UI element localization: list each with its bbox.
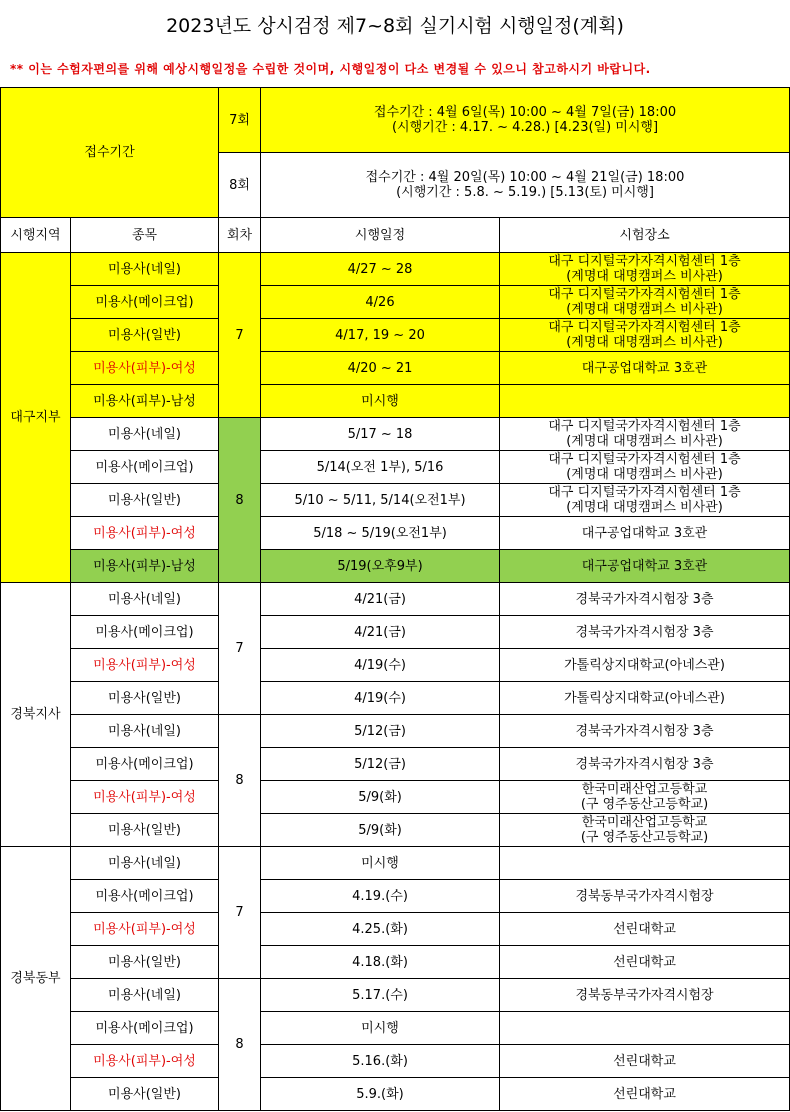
- item-name: 미용사(메이크업): [71, 616, 219, 649]
- schedule-date: 5.9.(화): [261, 1078, 500, 1111]
- venue-line1: 가톨릭상지대학교(아네스관): [564, 657, 725, 673]
- venue-line2: (구 영주동산고등학교): [580, 830, 709, 845]
- header-round: 회차: [219, 218, 261, 253]
- venue-line1: 가톨릭상지대학교(아네스관): [564, 690, 725, 706]
- venue: [500, 1012, 790, 1045]
- round-number: 8: [219, 979, 261, 1111]
- item-name: 미용사(메이크업): [71, 748, 219, 781]
- round-number: 8: [219, 418, 261, 583]
- item-name: 미용사(메이크업): [71, 880, 219, 913]
- schedule-date: 5/12(금): [261, 715, 500, 748]
- venue-line1: 대구공업대학교 3호관: [581, 525, 708, 541]
- table-row: [1, 946, 790, 979]
- region-name: 대구지부: [1, 253, 71, 583]
- table-row: [1, 1078, 790, 1111]
- item-name: 미용사(일반): [71, 682, 219, 715]
- item-name: 미용사(일반): [71, 814, 219, 847]
- round-number: 7: [219, 847, 261, 979]
- item-name: 미용사(네일): [71, 253, 219, 286]
- table-row: [1, 814, 790, 847]
- venue: [500, 451, 790, 484]
- table-row: [1, 517, 790, 550]
- table-row: [1, 715, 790, 748]
- venue: [500, 616, 790, 649]
- venue-line1: 대구공업대학교 3호관: [581, 558, 708, 574]
- item-name: 미용사(네일): [71, 979, 219, 1012]
- venue-line1: 선린대학교: [613, 1053, 676, 1069]
- table-row: [1, 286, 790, 319]
- venue: [500, 979, 790, 1012]
- schedule-date: 4/27 ~ 28: [261, 253, 500, 286]
- table-row: [1, 451, 790, 484]
- schedule-date: 5/14(오전 1부), 5/16: [261, 451, 500, 484]
- schedule-date: 미시행: [261, 847, 500, 880]
- table-row: [1, 550, 790, 583]
- round-number: 7: [219, 253, 261, 418]
- region-name: 경북지사: [1, 583, 71, 847]
- table-row: [1, 880, 790, 913]
- venue: [500, 418, 790, 451]
- item-name: 미용사(네일): [71, 418, 219, 451]
- table-row: [1, 913, 790, 946]
- item-name: 미용사(메이크업): [71, 286, 219, 319]
- item-name: 미용사(피부)-여성: [71, 781, 219, 814]
- item-name: 미용사(피부)-남성: [71, 550, 219, 583]
- venue: [500, 1045, 790, 1078]
- schedule-date: 5/18 ~ 5/19(오전1부): [261, 517, 500, 550]
- venue: [500, 352, 790, 385]
- table-row: [1, 616, 790, 649]
- venue: [500, 517, 790, 550]
- venue-line2: (계명대 대명캠퍼스 비사관): [566, 269, 723, 284]
- item-name: 미용사(피부)-여성: [71, 649, 219, 682]
- venue-line1: 선린대학교: [613, 954, 676, 970]
- venue: [500, 682, 790, 715]
- item-name: 미용사(일반): [71, 319, 219, 352]
- venue-line1: 대구 디지털국가자격시험센터 1층: [548, 254, 741, 269]
- table-row: [1, 682, 790, 715]
- venue-line1: 선린대학교: [613, 1086, 676, 1102]
- venue-line2: (계명대 대명캠퍼스 비사관): [566, 434, 723, 449]
- table-row: [1, 319, 790, 352]
- venue: [500, 715, 790, 748]
- venue-line1: 대구 디지털국가자격시험센터 1층: [548, 419, 741, 434]
- venue: [500, 253, 790, 286]
- header-item: 종목: [71, 218, 219, 253]
- table-row: [1, 583, 790, 616]
- item-name: 미용사(피부)-여성: [71, 517, 219, 550]
- item-name: 미용사(일반): [71, 946, 219, 979]
- reception-period-7-line2: (시행기간 : 4.17. ~ 4.28.) [4.23(일) 미시행]: [391, 120, 659, 135]
- venue-line2: (계명대 대명캠퍼스 비사관): [566, 335, 723, 350]
- schedule-date: 5/12(금): [261, 748, 500, 781]
- venue-line1: 대구 디지털국가자격시험센터 1층: [548, 320, 741, 335]
- venue: [500, 814, 790, 847]
- venue: [500, 649, 790, 682]
- header-region: 시행지역: [1, 218, 71, 253]
- venue-line1: 경북동부국가자격시험장: [575, 987, 714, 1003]
- schedule-date: 5/19(오후9부): [261, 550, 500, 583]
- schedule-date: 5/10 ~ 5/11, 5/14(오전1부): [261, 484, 500, 517]
- schedule-date: 미시행: [261, 1012, 500, 1045]
- item-name: 미용사(메이크업): [71, 1012, 219, 1045]
- schedule-date: 4/20 ~ 21: [261, 352, 500, 385]
- schedule-date: 미시행: [261, 385, 500, 418]
- venue-line1: 경북국가자격시험장 3층: [575, 624, 714, 640]
- item-name: 미용사(메이크업): [71, 451, 219, 484]
- schedule-date: 5/9(화): [261, 814, 500, 847]
- table-row: [1, 1045, 790, 1078]
- notice-text: ** 이는 수험자편의를 위해 예상시행일정을 수립한 것이며, 시행일정이 다소 변경될 수 있으니 참고하시기 바랍니다.: [10, 62, 651, 76]
- schedule-date: 5.16.(화): [261, 1045, 500, 1078]
- page-title: 2023년도 상시검정 제7~8회 실기시험 시행일정(계획): [166, 14, 624, 37]
- item-name: 미용사(네일): [71, 847, 219, 880]
- round-number: 7: [219, 583, 261, 715]
- item-name: 미용사(피부)-여성: [71, 352, 219, 385]
- venue: [500, 1078, 790, 1111]
- reception-period-8: [261, 153, 790, 218]
- venue: [500, 847, 790, 880]
- venue-line2: (계명대 대명캠퍼스 비사관): [566, 467, 723, 482]
- reception-period-7-line1: 접수기간 : 4월 6일(목) 10:00 ~ 4월 7일(금) 18:00: [373, 105, 677, 120]
- venue-line1: 대구 디지털국가자격시험센터 1층: [548, 287, 741, 302]
- venue: [500, 484, 790, 517]
- reception-period-7: [261, 88, 790, 153]
- venue-line2: (구 영주동산고등학교): [580, 797, 709, 812]
- schedule-date: 5.17.(수): [261, 979, 500, 1012]
- venue: [500, 781, 790, 814]
- table-row: [1, 979, 790, 1012]
- schedule-table: [0, 87, 790, 1111]
- table-row: [1, 649, 790, 682]
- table-row: [1, 748, 790, 781]
- header-venue: 시험장소: [500, 218, 790, 253]
- item-name: 미용사(피부)-여성: [71, 1045, 219, 1078]
- venue: [500, 913, 790, 946]
- table-row: [1, 781, 790, 814]
- item-name: 미용사(피부)-남성: [71, 385, 219, 418]
- venue: [500, 946, 790, 979]
- table-row: [1, 484, 790, 517]
- table-row: [1, 352, 790, 385]
- reception-label: 접수기간: [1, 88, 219, 218]
- venue-line1: 경북동부국가자격시험장: [575, 888, 714, 904]
- reception-round-8: 8회: [219, 153, 261, 218]
- venue-line1: 한국미래산업고등학교: [581, 782, 708, 797]
- venue: [500, 748, 790, 781]
- table-row: [1, 847, 790, 880]
- item-name: 미용사(네일): [71, 583, 219, 616]
- venue: [500, 286, 790, 319]
- reception-period-8-line1: 접수기간 : 4월 20일(목) 10:00 ~ 4월 21일(금) 18:00: [365, 170, 685, 185]
- table-row: [1, 385, 790, 418]
- venue-line1: 경북국가자격시험장 3층: [575, 723, 714, 739]
- venue-line1: 경북국가자격시험장 3층: [575, 591, 714, 607]
- venue: [500, 550, 790, 583]
- schedule-date: 4/21(금): [261, 616, 500, 649]
- schedule-date: 4/26: [261, 286, 500, 319]
- table-row: [1, 1012, 790, 1045]
- venue: [500, 880, 790, 913]
- venue-line1: 한국미래산업고등학교: [581, 815, 708, 830]
- venue-line2: (계명대 대명캠퍼스 비사관): [566, 302, 723, 317]
- schedule-date: 4/17, 19 ~ 20: [261, 319, 500, 352]
- venue-line1: 대구 디지털국가자격시험센터 1층: [548, 485, 741, 500]
- item-name: 미용사(네일): [71, 715, 219, 748]
- table-row: [1, 253, 790, 286]
- header-date: 시행일정: [261, 218, 500, 253]
- schedule-date: 4/21(금): [261, 583, 500, 616]
- reception-period-8-line2: (시행기간 : 5.8. ~ 5.19.) [5.13(토) 미시행]: [396, 185, 654, 200]
- venue-line1: 대구공업대학교 3호관: [581, 360, 708, 376]
- item-name: 미용사(일반): [71, 484, 219, 517]
- schedule-date: 4/19(수): [261, 682, 500, 715]
- schedule-date: 4.25.(화): [261, 913, 500, 946]
- venue-line1: 대구 디지털국가자격시험센터 1층: [548, 452, 741, 467]
- reception-round-7: 7회: [219, 88, 261, 153]
- schedule-date: 4.19.(수): [261, 880, 500, 913]
- round-number: 8: [219, 715, 261, 847]
- venue-line1: 경북국가자격시험장 3층: [575, 756, 714, 772]
- table-row: [1, 418, 790, 451]
- schedule-date: 4/19(수): [261, 649, 500, 682]
- venue: [500, 385, 790, 418]
- venue-line2: (계명대 대명캠퍼스 비사관): [566, 500, 723, 515]
- region-name: 경북동부: [1, 847, 71, 1111]
- schedule-date: 4.18.(화): [261, 946, 500, 979]
- item-name: 미용사(피부)-여성: [71, 913, 219, 946]
- venue: [500, 583, 790, 616]
- venue-line1: 선린대학교: [613, 921, 676, 937]
- schedule-date: 5/17 ~ 18: [261, 418, 500, 451]
- item-name: 미용사(일반): [71, 1078, 219, 1111]
- schedule-date: 5/9(화): [261, 781, 500, 814]
- venue: [500, 319, 790, 352]
